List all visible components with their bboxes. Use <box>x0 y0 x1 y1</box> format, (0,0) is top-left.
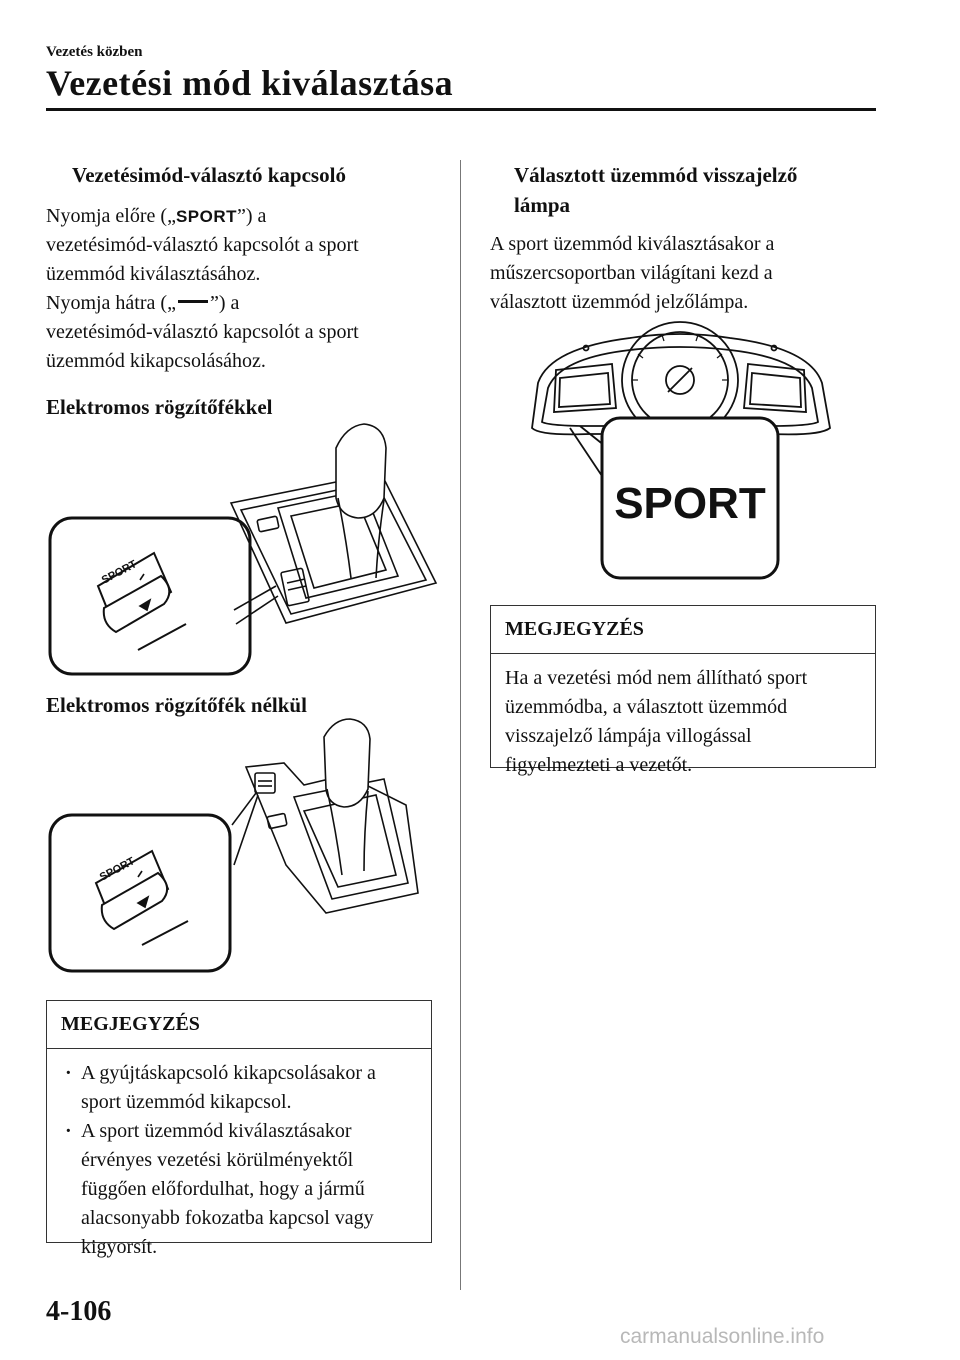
heading-line: Választott üzemmód visszajelző <box>514 163 798 187</box>
shifter-no-epb-illustration <box>46 715 446 977</box>
off-dash-icon <box>178 300 208 303</box>
switch-label: SPORT <box>99 558 139 587</box>
page-number: 4-106 <box>46 1296 112 1327</box>
note-title: MEGJEGYZÉS <box>491 606 875 654</box>
switch-instructions <box>46 202 446 376</box>
note-line: sport üzemmód kikapcsol. <box>81 1091 292 1113</box>
description-line: választott üzemmód jelzőlámpa. <box>490 291 749 313</box>
note-line: figyelmezteti a vezetőt. <box>505 754 693 776</box>
text-fragment: ”) a <box>237 205 267 227</box>
instruction-line: üzemmód kikapcsolásához. <box>46 350 266 372</box>
description-line: műszercsoportban világítani kezd a <box>490 262 773 284</box>
note-line: kigyorsít. <box>81 1236 158 1258</box>
instruction-line <box>46 202 446 231</box>
note-box-right <box>490 605 876 776</box>
instruction-line: üzemmód kiválasztásához. <box>46 263 261 285</box>
note-line: visszajelző lámpája villogással <box>505 725 752 747</box>
switch-heading: Vezetésimód-választó kapcsoló <box>72 163 346 187</box>
switch-label: SPORT <box>97 855 137 884</box>
sport-indicator-label: SPORT <box>614 479 766 528</box>
title-rule <box>46 108 876 111</box>
text-fragment: ”) a <box>209 292 240 314</box>
text-fragment: Nyomja hátra („ <box>46 292 176 314</box>
note-line: függően előfordulhat, hogy a jármű <box>81 1178 365 1200</box>
without-epb-heading: Elektromos rögzítőfék nélkül <box>46 693 307 717</box>
note-body <box>491 654 875 792</box>
with-epb-heading: Elektromos rögzítőfékkel <box>46 395 273 419</box>
column-divider <box>460 160 461 1290</box>
note-box-left <box>46 1000 432 1258</box>
heading-line: lámpa <box>514 193 571 217</box>
text-fragment: Nyomja előre („ <box>46 205 176 227</box>
description-line: A sport üzemmód kiválasztásakor a <box>490 233 775 255</box>
instruction-line: vezetésimód-választó kapcsolót a sport <box>46 234 359 256</box>
instruction-line: vezetésimód-választó kapcsolót a sport <box>46 321 359 343</box>
note-item <box>61 1059 417 1117</box>
note-body <box>47 1049 431 1274</box>
section-label: Vezetés közben <box>46 44 143 60</box>
note-line: üzemmódba, a választott üzemmód <box>505 696 788 718</box>
instrument-cluster-illustration <box>520 308 840 590</box>
lamp-heading <box>514 160 797 220</box>
instruction-line <box>46 289 446 318</box>
note-line: alacsonyabb fokozatba kapcsol vagy <box>81 1207 374 1229</box>
watermark-text: carmanualsonline.info <box>620 1325 825 1348</box>
note-list <box>61 1059 417 1262</box>
lamp-description <box>490 230 876 317</box>
note-line: érvényes vezetési körülményektől <box>81 1149 354 1171</box>
page-title: Vezetési mód kiválasztása <box>46 63 454 103</box>
note-line: · A gyújtáskapcsoló kikapcsolásakor a <box>81 1062 376 1084</box>
note-item <box>61 1117 417 1262</box>
note-title: MEGJEGYZÉS <box>47 1001 431 1049</box>
sport-word: SPORT <box>175 207 238 226</box>
note-line: Ha a vezetési mód nem állítható sport <box>505 667 808 689</box>
note-line: · A sport üzemmód kiválasztásakor <box>81 1120 352 1142</box>
shifter-epb-illustration <box>46 418 446 680</box>
